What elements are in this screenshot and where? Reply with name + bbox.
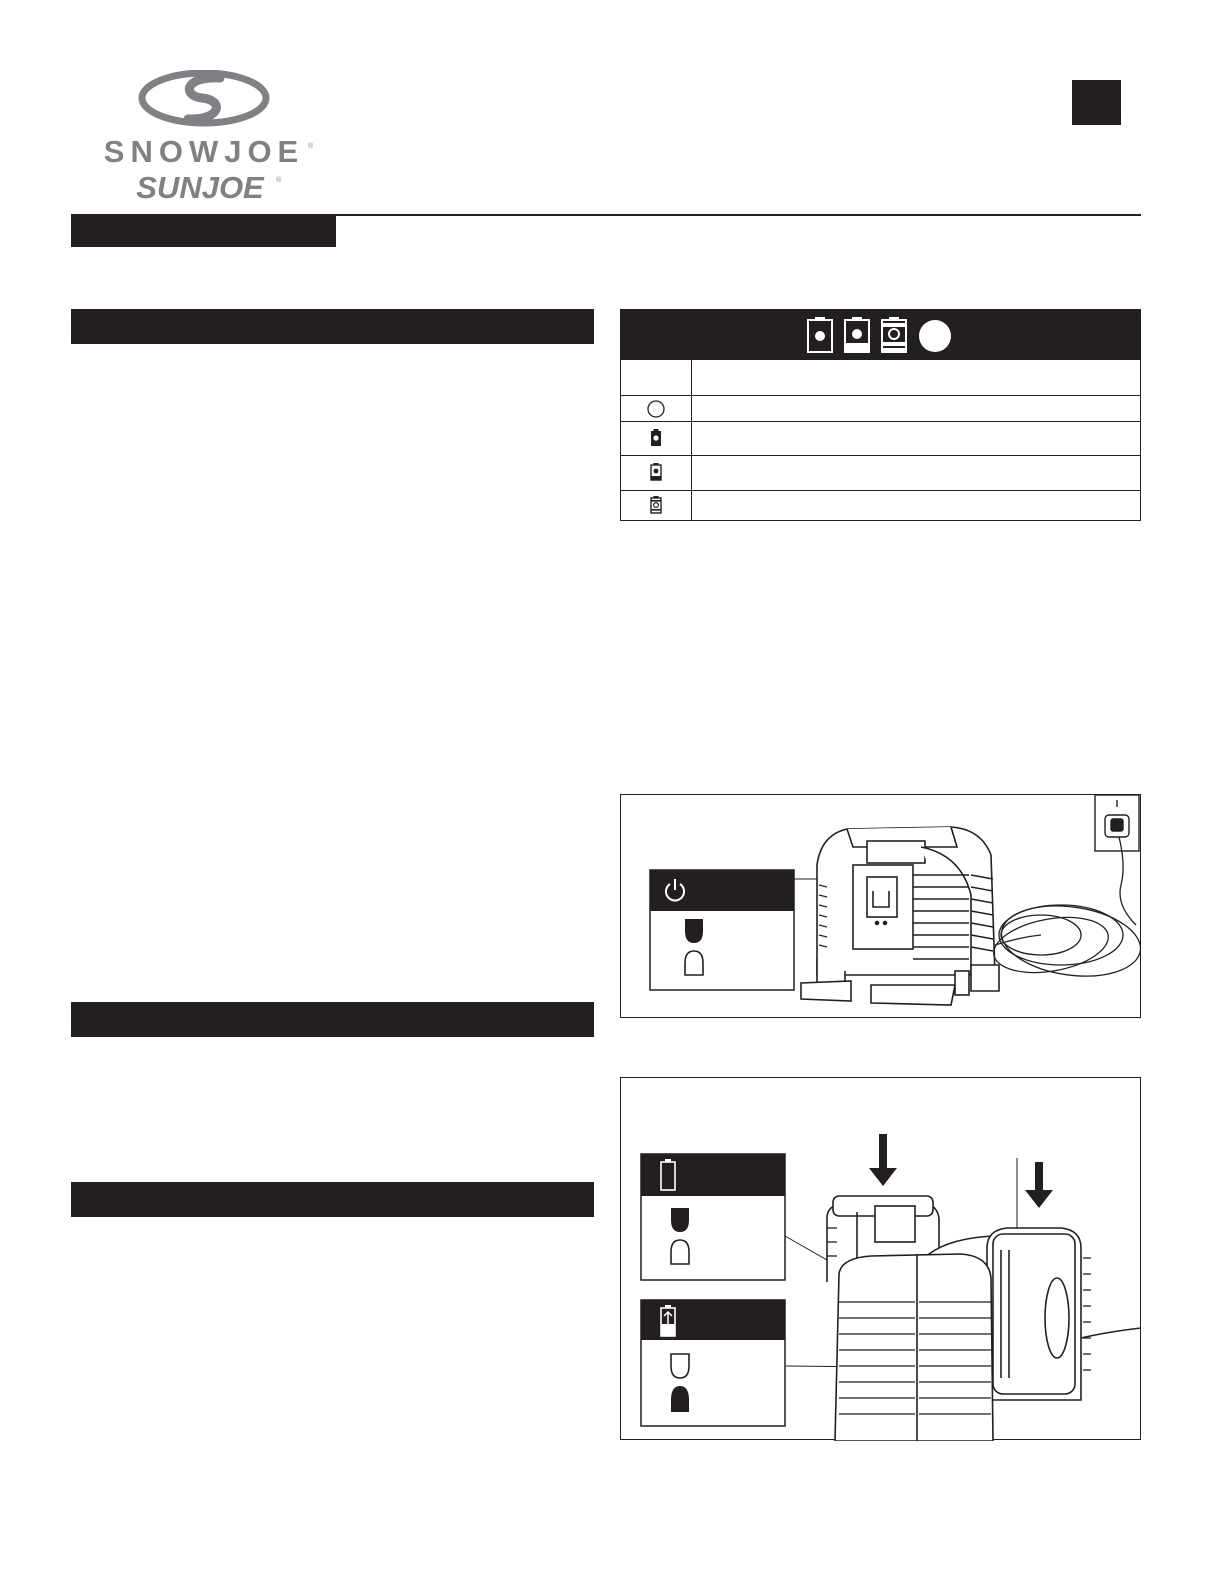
section-tab <box>71 216 336 247</box>
led-indicator-table <box>620 309 1141 521</box>
indicator-panel-charging <box>641 1300 785 1426</box>
battery-charging-1-icon <box>645 427 667 449</box>
led-filled-icon <box>671 1208 689 1232</box>
led-table-divider-2 <box>620 421 1141 422</box>
registered-mark-2: ® <box>276 177 282 184</box>
led-table-column-divider <box>691 360 692 521</box>
charger-body <box>801 827 999 1005</box>
section-heading-bar-1 <box>71 309 594 344</box>
indicator-panel-empty <box>641 1154 785 1280</box>
battery-charging-2-icon <box>645 461 667 483</box>
section-heading-bar-2 <box>71 1002 594 1037</box>
batteries-charger-illustration <box>621 1078 1142 1441</box>
coiled-power-cord <box>989 837 1142 984</box>
led-filled-icon <box>685 919 703 943</box>
figure-batteries-in-charger <box>620 1077 1141 1440</box>
indicator-panel <box>650 870 833 990</box>
brand-line2: SUNJOE <box>136 170 264 205</box>
brand-logo <box>92 70 317 205</box>
registered-mark-1: ® <box>308 143 314 150</box>
figure-charger-plugged-in <box>620 794 1141 1018</box>
section-heading-bar-3 <box>71 1182 594 1217</box>
led-table-divider-1 <box>620 395 1141 396</box>
battery-charging-3-icon <box>645 494 667 516</box>
led-table-divider-3 <box>620 455 1141 456</box>
wall-outlet <box>1095 795 1139 851</box>
led-filled-icon <box>671 1386 689 1412</box>
led-off-circle-icon <box>645 398 667 420</box>
brand-line1: SNOWJOE <box>103 134 305 169</box>
page-number-box <box>1072 80 1121 125</box>
led-table-divider-4 <box>620 490 1141 491</box>
charger-illustration <box>621 795 1142 1019</box>
